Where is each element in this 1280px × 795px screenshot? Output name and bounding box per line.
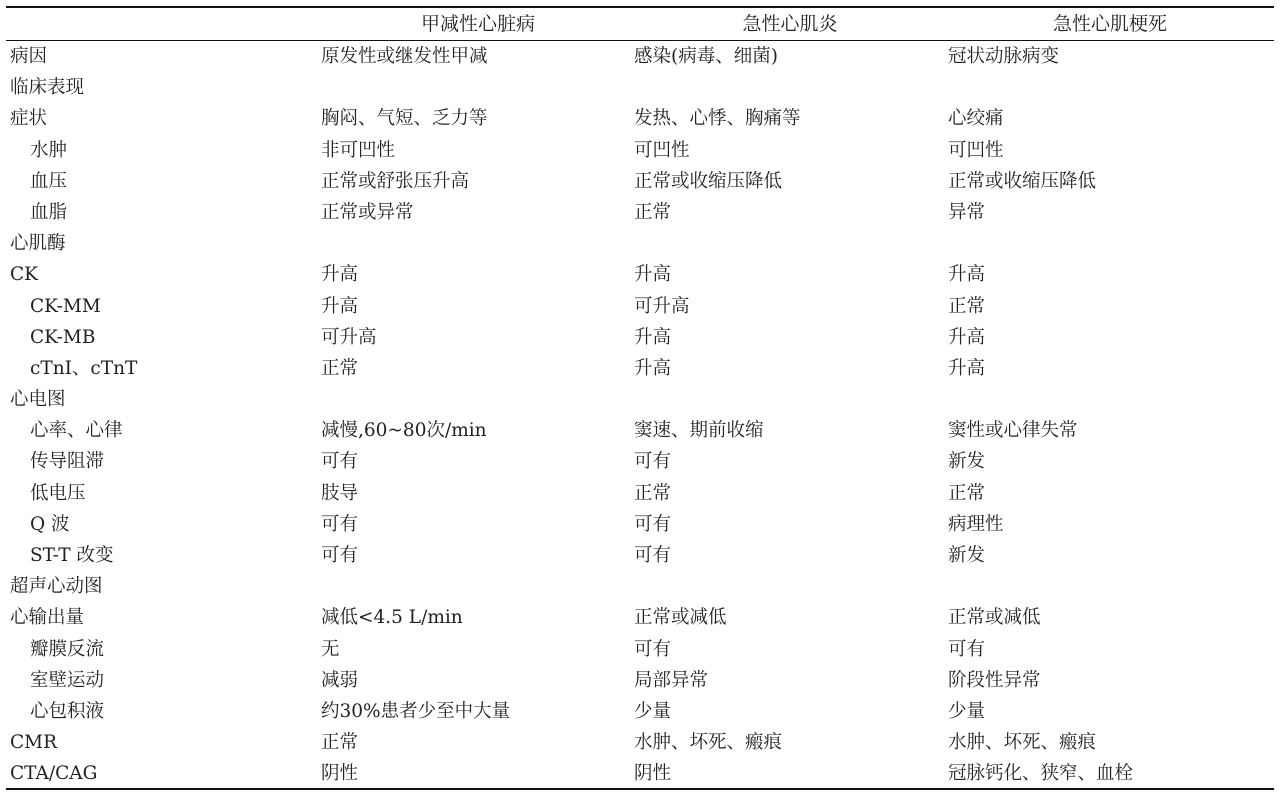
acute-myocarditis-cell: 感染(病毒、细菌) (634, 46, 778, 67)
table-row (0, 758, 1280, 789)
acute-myocardial-infarction-cell: 心绞痛 (948, 108, 1004, 130)
table-bottom-rule (6, 788, 1274, 790)
hypothyroid-heart-disease-cell: 约30%患者少至中大量 (321, 700, 511, 722)
row-label: ST-T 改变 (30, 545, 114, 566)
acute-myocardial-infarction-cell: 水肿、坏死、瘢痕 (948, 732, 1097, 754)
row-label: 血脂 (30, 201, 68, 223)
table-row (0, 540, 1280, 571)
acute-myocardial-infarction-cell: 正常 (948, 295, 986, 317)
row-label: 传导阻滞 (30, 451, 105, 473)
column-header-acute-myocardial-infarction: 急性心肌梗死 (1052, 13, 1167, 35)
row-label: CTA/CAG (10, 763, 98, 785)
acute-myocarditis-cell: 可凹性 (634, 139, 690, 161)
hypothyroid-heart-disease-cell: 肢导 (321, 482, 359, 504)
row-label: CMR (10, 732, 58, 754)
table-row (0, 197, 1280, 228)
table-row (0, 72, 1280, 103)
acute-myocarditis-cell: 正常 (634, 482, 672, 504)
row-label: Q 波 (30, 513, 70, 535)
acute-myocardial-infarction-cell: 正常 (948, 482, 986, 504)
acute-myocardial-infarction-cell: 少量 (948, 700, 986, 722)
row-label: 低电压 (30, 482, 86, 504)
row-label: CK (10, 264, 38, 286)
acute-myocarditis-cell: 水肿、坏死、瘢痕 (634, 732, 783, 754)
hypothyroid-heart-disease-cell: 阴性 (321, 763, 359, 785)
hypothyroid-heart-disease-cell: 原发性或继发性甲减 (321, 46, 488, 67)
acute-myocarditis-cell: 局部异常 (634, 669, 709, 691)
acute-myocarditis-cell: 阴性 (634, 763, 672, 785)
hypothyroid-heart-disease-cell: 升高 (321, 295, 359, 317)
row-label: 室壁运动 (30, 669, 105, 691)
acute-myocarditis-cell: 发热、心悸、胸痛等 (634, 108, 801, 130)
acute-myocarditis-cell: 可有 (634, 513, 672, 535)
table-row (0, 41, 1280, 72)
acute-myocardial-infarction-cell: 新发 (948, 545, 986, 566)
hypothyroid-heart-disease-cell: 胸闷、气短、乏力等 (321, 108, 488, 130)
hypothyroid-heart-disease-cell: 非可凹性 (321, 139, 396, 161)
table-row (0, 103, 1280, 134)
acute-myocarditis-cell: 可有 (634, 545, 672, 566)
hypothyroid-heart-disease-cell: 无 (321, 638, 340, 660)
table-row (0, 384, 1280, 415)
table-top-rule (6, 6, 1274, 8)
hypothyroid-heart-disease-cell: 减弱 (321, 669, 359, 691)
acute-myocarditis-cell: 升高 (634, 326, 672, 348)
acute-myocardial-infarction-cell: 正常或减低 (948, 607, 1041, 629)
acute-myocardial-infarction-cell: 窦性或心律失常 (948, 420, 1078, 442)
hypothyroid-heart-disease-cell: 可升高 (321, 326, 377, 348)
row-label: cTnI、cTnT (30, 357, 138, 379)
row-label: 超声心动图 (10, 576, 103, 598)
table-header-row (0, 9, 1280, 39)
row-label: 心电图 (10, 389, 66, 411)
acute-myocardial-infarction-cell: 正常或收缩压降低 (948, 170, 1097, 192)
acute-myocardial-infarction-cell: 新发 (948, 451, 986, 473)
table-row (0, 665, 1280, 696)
acute-myocarditis-cell: 正常 (634, 201, 672, 223)
table-row (0, 446, 1280, 477)
acute-myocardial-infarction-cell: 升高 (948, 326, 986, 348)
column-header-acute-myocarditis: 急性心肌炎 (742, 13, 838, 35)
table-row (0, 291, 1280, 322)
row-label: CK-MM (30, 295, 101, 317)
acute-myocardial-infarction-cell: 冠脉钙化、狭窄、血栓 (948, 763, 1134, 785)
acute-myocardial-infarction-cell: 阶段性异常 (948, 669, 1041, 691)
hypothyroid-heart-disease-cell: 可有 (321, 513, 359, 535)
hypothyroid-heart-disease-cell: 正常 (321, 732, 359, 754)
acute-myocarditis-cell: 可有 (634, 451, 672, 473)
row-label: 病因 (10, 46, 48, 67)
table-row (0, 166, 1280, 197)
row-label: 心包积液 (30, 700, 105, 722)
acute-myocardial-infarction-cell: 可有 (948, 638, 986, 660)
row-label: 心率、心律 (30, 420, 123, 442)
acute-myocarditis-cell: 可有 (634, 638, 672, 660)
hypothyroid-heart-disease-cell: 升高 (321, 264, 359, 286)
hypothyroid-heart-disease-cell: 正常或舒张压升高 (321, 170, 470, 192)
acute-myocarditis-cell: 正常或减低 (634, 607, 727, 629)
acute-myocardial-infarction-cell: 冠状动脉病变 (948, 46, 1060, 67)
acute-myocardial-infarction-cell: 可凹性 (948, 139, 1004, 161)
table-row (0, 415, 1280, 446)
table-row (0, 259, 1280, 290)
table-row (0, 478, 1280, 509)
acute-myocarditis-cell: 升高 (634, 357, 672, 379)
acute-myocarditis-cell: 可升高 (634, 295, 690, 317)
row-label: 水肿 (30, 139, 68, 161)
acute-myocardial-infarction-cell: 升高 (948, 264, 986, 286)
acute-myocardial-infarction-cell: 病理性 (948, 513, 1004, 535)
table-row (0, 322, 1280, 353)
hypothyroid-heart-disease-cell: 可有 (321, 545, 359, 566)
acute-myocardial-infarction-cell: 异常 (948, 201, 986, 223)
column-header-hypothyroid-heart-disease: 甲减性心脏病 (420, 13, 535, 35)
row-label: 心输出量 (10, 607, 85, 629)
table-row (0, 353, 1280, 384)
acute-myocarditis-cell: 正常或收缩压降低 (634, 170, 783, 192)
table-row (0, 696, 1280, 727)
table-row (0, 602, 1280, 633)
row-label: 临床表现 (10, 77, 85, 99)
table-row (0, 228, 1280, 259)
table-row (0, 509, 1280, 540)
row-label: 症状 (10, 108, 48, 130)
acute-myocardial-infarction-cell: 升高 (948, 357, 986, 379)
hypothyroid-heart-disease-cell: 减慢,60~80次/min (321, 420, 487, 442)
table-row (0, 634, 1280, 665)
table-body (0, 41, 1280, 790)
table-row (0, 727, 1280, 758)
row-label: 心肌酶 (10, 233, 66, 255)
row-label: 血压 (30, 170, 68, 192)
row-label: 瓣膜反流 (30, 638, 105, 660)
acute-myocarditis-cell: 升高 (634, 264, 672, 286)
hypothyroid-heart-disease-cell: 减低<4.5 L/min (321, 607, 463, 629)
acute-myocarditis-cell: 窦速、期前收缩 (634, 420, 764, 442)
acute-myocarditis-cell: 少量 (634, 700, 672, 722)
row-label: CK-MB (30, 326, 96, 348)
hypothyroid-heart-disease-cell: 正常 (321, 357, 359, 379)
hypothyroid-heart-disease-cell: 正常或异常 (321, 201, 414, 223)
hypothyroid-heart-disease-cell: 可有 (321, 451, 359, 473)
table-row (0, 135, 1280, 166)
table-row (0, 571, 1280, 602)
